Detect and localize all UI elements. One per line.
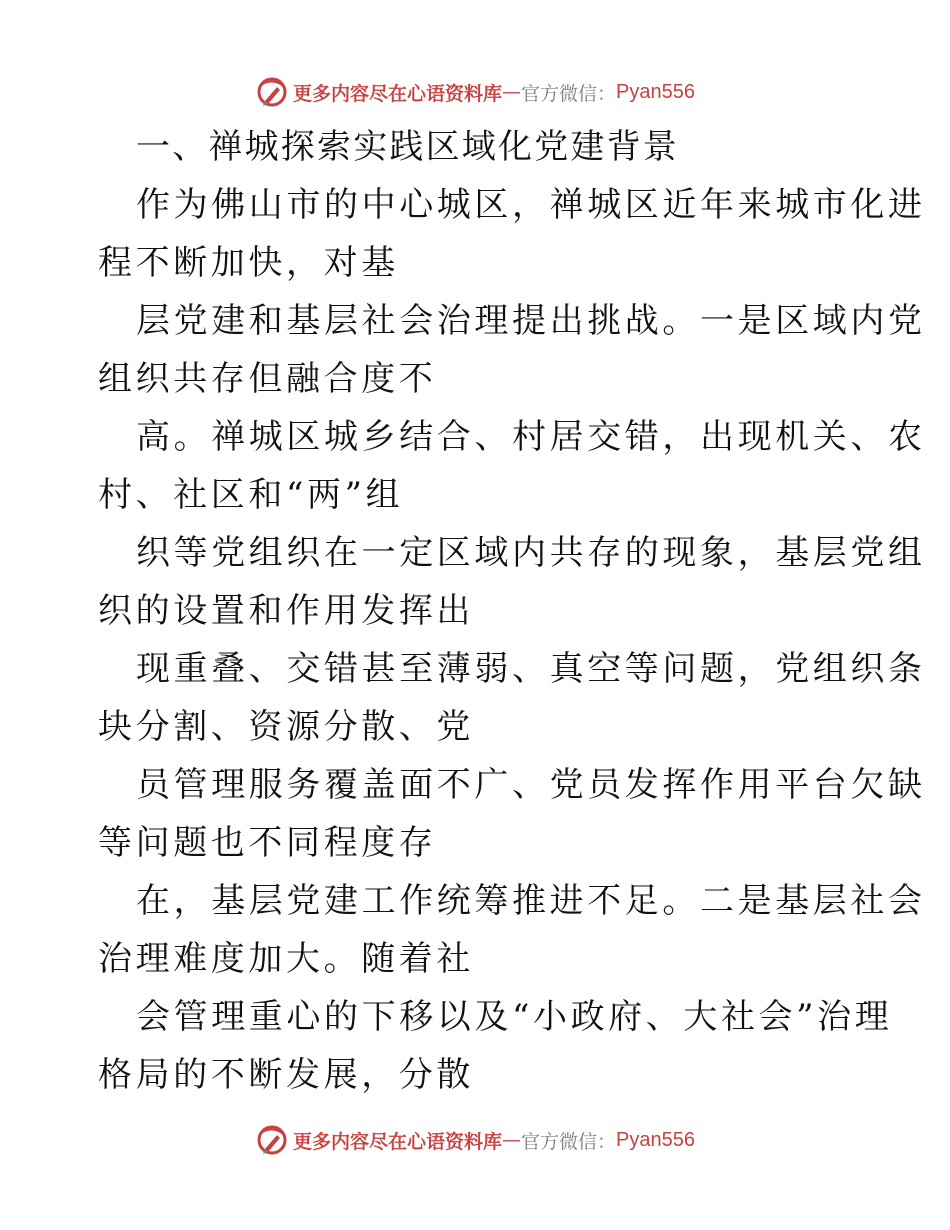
text-line: 格局的不断发展，分散 xyxy=(98,1055,474,1095)
text-line: 织等党组织在一定区域内共存的现象，基层党组 xyxy=(136,533,926,573)
section-heading: 一、禅城探索实践区域化党建背景 xyxy=(136,127,679,167)
watermark-official-label: 官方微信： xyxy=(521,1130,617,1153)
text-line: 会管理重心的下移以及“小政府、大社会”治理 xyxy=(136,997,893,1037)
text-line: 织的设置和作用发挥出 xyxy=(98,591,474,631)
watermark-dash: — xyxy=(502,81,522,103)
watermark-brand-text: 更多内容尽在心语资料库 xyxy=(293,82,503,105)
document-body xyxy=(98,118,926,1104)
text-line: 块分割、资源分散、党 xyxy=(98,707,474,747)
watermark-wechat-id: Pyan556 xyxy=(616,80,695,103)
footer-watermark xyxy=(0,1120,950,1160)
text-line: 作为佛山市的中心城区，禅城区近年来城市化进 xyxy=(136,185,926,225)
text-line: 在，基层党建工作统筹推进不足。二是基层社会 xyxy=(136,881,926,921)
red-pen-circle-logo-icon xyxy=(255,1123,289,1157)
text-line: 程不断加快，对基 xyxy=(98,243,399,283)
text-line: 员管理服务覆盖面不广、党员发挥作用平台欠缺 xyxy=(136,765,926,805)
text-line: 现重叠、交错甚至薄弱、真空等问题，党组织条 xyxy=(136,649,926,689)
text-line: 高。禅城区城乡结合、村居交错，出现机关、农 xyxy=(136,417,926,457)
header-watermark xyxy=(0,72,950,112)
text-line: 治理难度加大。随着社 xyxy=(98,939,474,979)
red-pen-circle-logo-icon xyxy=(255,75,289,109)
watermark-official-label: 官方微信： xyxy=(521,82,617,105)
watermark-wechat-id: Pyan556 xyxy=(616,1128,695,1151)
text-line: 村、社区和“两”组 xyxy=(98,475,404,515)
watermark-brand-text: 更多内容尽在心语资料库 xyxy=(293,1130,503,1153)
text-line: 组织共存但融合度不 xyxy=(98,359,437,399)
text-line: 等问题也不同程度存 xyxy=(98,823,437,863)
watermark-dash: — xyxy=(502,1129,522,1151)
text-line: 层党建和基层社会治理提出挑战。一是区域内党 xyxy=(136,301,926,341)
